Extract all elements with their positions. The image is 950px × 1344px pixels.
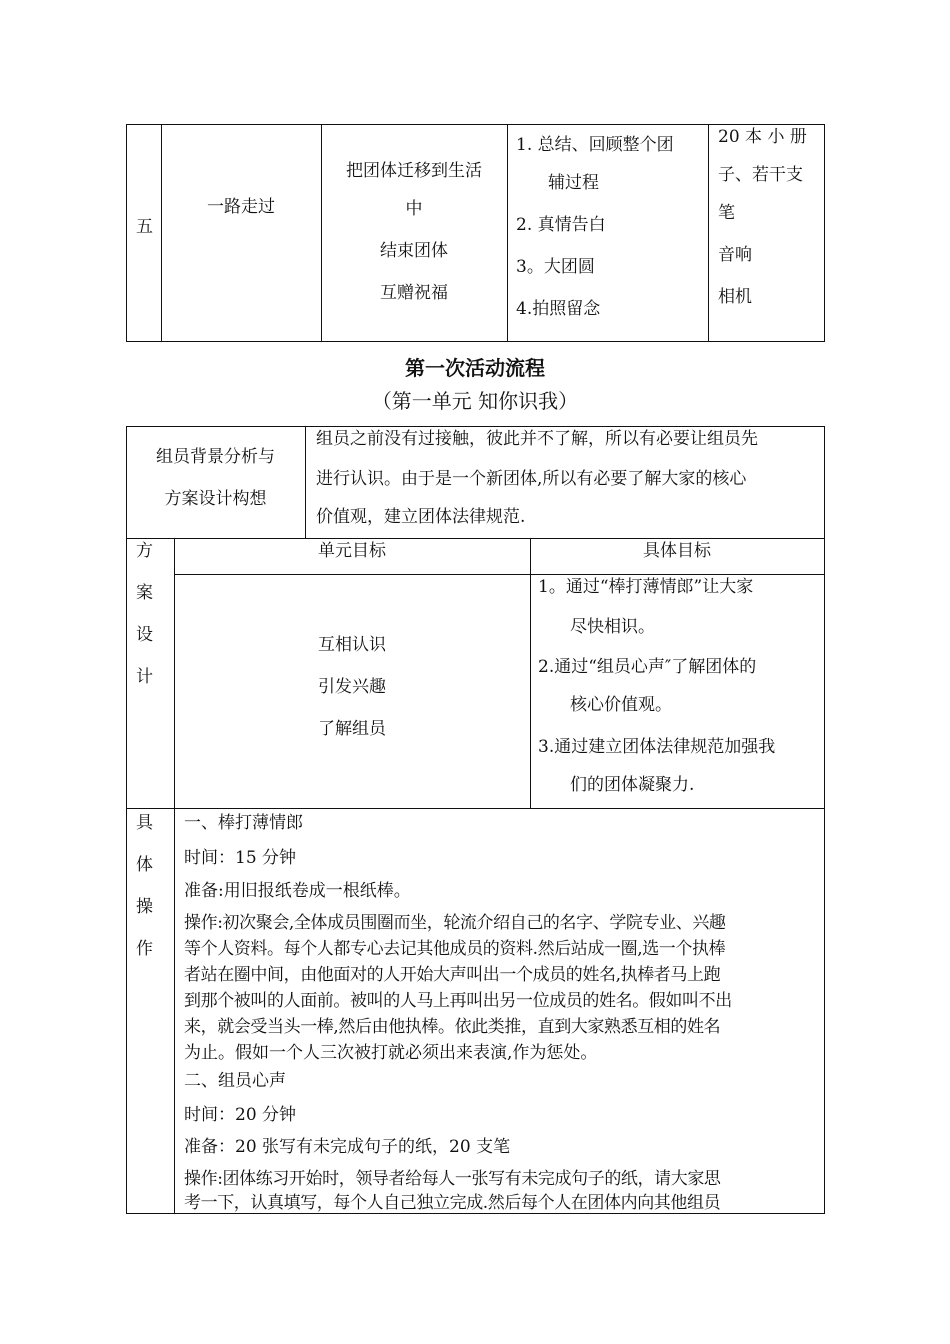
specific-goal-3b: 们的团体凝聚力. (570, 775, 695, 795)
operation-label-1: 具 (136, 813, 153, 833)
unit-goal-3: 了解组员 (318, 719, 386, 739)
op-para-1-line-4: 到那个被叫的人面前。被叫的人马上再叫出另一位成员的姓名。假如叫不出 (184, 991, 732, 1011)
top-table-material-3: 笔 (718, 203, 735, 223)
top-table-step-1: 1. 总结、回顾整个团 (516, 135, 674, 155)
background-text-line-3: 价值观，建立团体法律规范. (316, 507, 526, 527)
top-table-step-2: 2. 真情告白 (516, 215, 606, 235)
top-table-step-3: 3。大团圆 (516, 257, 595, 277)
top-table-goal-2: 中 (405, 199, 423, 219)
page-subtitle: （第一单元 知你识我） (371, 389, 579, 413)
top-table-goal-3: 结束团体 (380, 241, 448, 261)
section-heading-2: 二、组员心声 (184, 1071, 286, 1091)
unit-goal-2: 引发兴趣 (318, 677, 386, 697)
top-table-material-5: 相机 (718, 287, 752, 307)
op-para-1-line-5: 来，就会受当头一棒,然后由他执棒。依此类推，直到大家熟悉互相的姓名 (184, 1017, 721, 1037)
top-table-step-4: 4.拍照留念 (516, 299, 601, 319)
op-para-1-line-6: 为止。假如一个人三次被打就必须出来表演,作为惩处。 (184, 1043, 598, 1063)
op-para-1-line-1: 操作:初次聚会,全体成员围圈而坐，轮流介绍自己的名字、学院专业、兴趣 (184, 913, 726, 933)
top-table-material-4: 音响 (718, 245, 752, 265)
op-para-2-line-1: 操作:团体练习开始时，领导者给每人一张写有未完成句子的纸，请大家思 (184, 1169, 721, 1189)
op-para-2-line-2: 考一下，认真填写，每个人自己独立完成.然后每个人在团体内向其他组员 (184, 1193, 721, 1213)
specific-goal-2: 2.通过“组员心声″了解团体的 (538, 657, 757, 677)
design-label-2: 案 (136, 583, 153, 603)
background-label-line-1: 组员背景分析与 (156, 447, 275, 467)
specific-goal-header: 具体目标 (643, 541, 711, 561)
specific-goal-1: 1。通过“棒打薄情郎”让大家 (538, 577, 754, 597)
top-table-material-1: 20 本 小 册 (718, 127, 807, 147)
op-para-1-line-3: 者站在圈中间，由他面对的人开始大声叫出一个成员的姓名,执棒者马上跑 (184, 965, 721, 985)
operation-label-4: 作 (136, 939, 153, 959)
top-table-name: 一路走过 (207, 197, 275, 217)
op-time-2: 时间：20 分钟 (184, 1105, 297, 1125)
design-label-3: 设 (136, 625, 153, 645)
unit-goal-1: 互相认识 (318, 635, 386, 655)
background-text-line-1: 组员之前没有过接触，彼此并不了解，所以有必要让组员先 (316, 429, 758, 449)
top-table-num: 五 (136, 217, 153, 237)
design-label-4: 计 (136, 667, 153, 687)
operation-label-3: 操 (136, 897, 153, 917)
specific-goal-3: 3.通过建立团体法律规范加强我 (538, 737, 776, 757)
page-title: 第一次活动流程 (405, 356, 545, 380)
op-para-1-line-2: 等个人资料。每个人都专心去记其他成员的资料.然后站成一圈,选一个执棒 (184, 939, 726, 959)
background-text-line-2: 进行认识。由于是一个新团体,所以有必要了解大家的核心 (316, 469, 747, 489)
specific-goal-2b: 核心价值观。 (570, 695, 672, 715)
specific-goal-1b: 尽快相识。 (570, 617, 655, 637)
top-table-goal-4: 互赠祝福 (380, 283, 448, 303)
top-table-step-1b: 辅过程 (548, 173, 599, 193)
top-table-material-2: 子、若干支 (718, 165, 803, 185)
op-prep-2: 准备：20 张写有未完成句子的纸，20 支笔 (184, 1137, 511, 1157)
top-table-goal-1: 把团体迁移到生活 (346, 161, 482, 181)
design-label-1: 方 (136, 541, 153, 561)
section-heading-1: 一、棒打薄情郎 (184, 813, 303, 833)
operation-label-2: 体 (136, 855, 153, 875)
unit-goal-header: 单元目标 (318, 541, 386, 561)
background-label-line-2: 方案设计构想 (164, 489, 267, 509)
op-prep-1: 准备:用旧报纸卷成一根纸棒。 (184, 881, 411, 901)
op-time-1: 时间：15 分钟 (184, 848, 297, 868)
